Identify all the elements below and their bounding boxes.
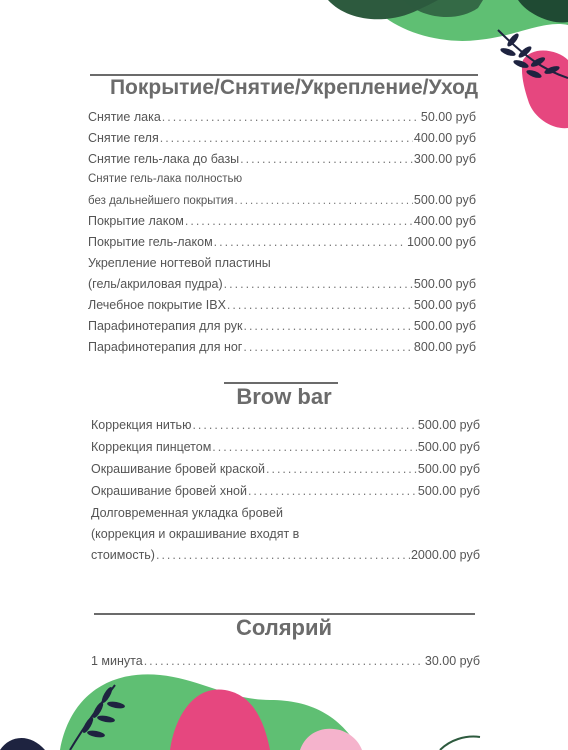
section-title: Покрытие/Снятие/Укрепление/Уход — [109, 76, 479, 99]
list-item: стоимость) ..... 2000.00 руб — [91, 548, 480, 566]
list-item: Коррекция пинцетом ..... 500.00 руб — [91, 440, 480, 458]
list-item: Снятие гель-лака до базы ..... 300.00 руб — [88, 152, 476, 170]
list-item: 1 минута ..... 30.00 руб — [91, 654, 480, 672]
list-item: Снятие геля ..... 400.00 руб — [88, 131, 476, 149]
list-item: Окрашивание бровей хной ..... 500.00 руб — [91, 484, 480, 502]
list-item: Коррекция нитью ..... 500.00 руб — [91, 418, 480, 436]
section-title: Солярий — [235, 615, 333, 640]
list-item: Парафинотерапия для рук ..... 500.00 руб — [88, 319, 476, 337]
list-item: (гель/акриловая пудра) ..... 500.00 руб — [88, 277, 476, 295]
list-item: Снятие лака ..... 50.00 руб — [88, 110, 476, 128]
list-item: Укрепление ногтевой пластины — [88, 256, 271, 270]
list-item: без дальнейшего покрытия ..... 500.00 руб — [88, 193, 476, 211]
list-item: Покрытие гель-лаком ..... 1000.00 руб — [88, 235, 476, 253]
list-item: Окрашивание бровей краской ..... 500.00 руб — [91, 462, 480, 480]
list-item: Лечебное покрытие IBX ..... 500.00 руб — [88, 298, 476, 316]
list-item: Парафинотерапия для ног ..... 800.00 руб — [88, 340, 476, 358]
list-item: Долговременная укладка бровей — [91, 506, 283, 520]
list-item: (коррекция и окрашивание входят в — [91, 527, 300, 541]
list-item: Снятие гель-лака полностью — [88, 173, 243, 185]
section-title: Brow bar — [236, 384, 332, 409]
list-item: Покрытие лаком ..... 400.00 руб — [88, 214, 476, 232]
